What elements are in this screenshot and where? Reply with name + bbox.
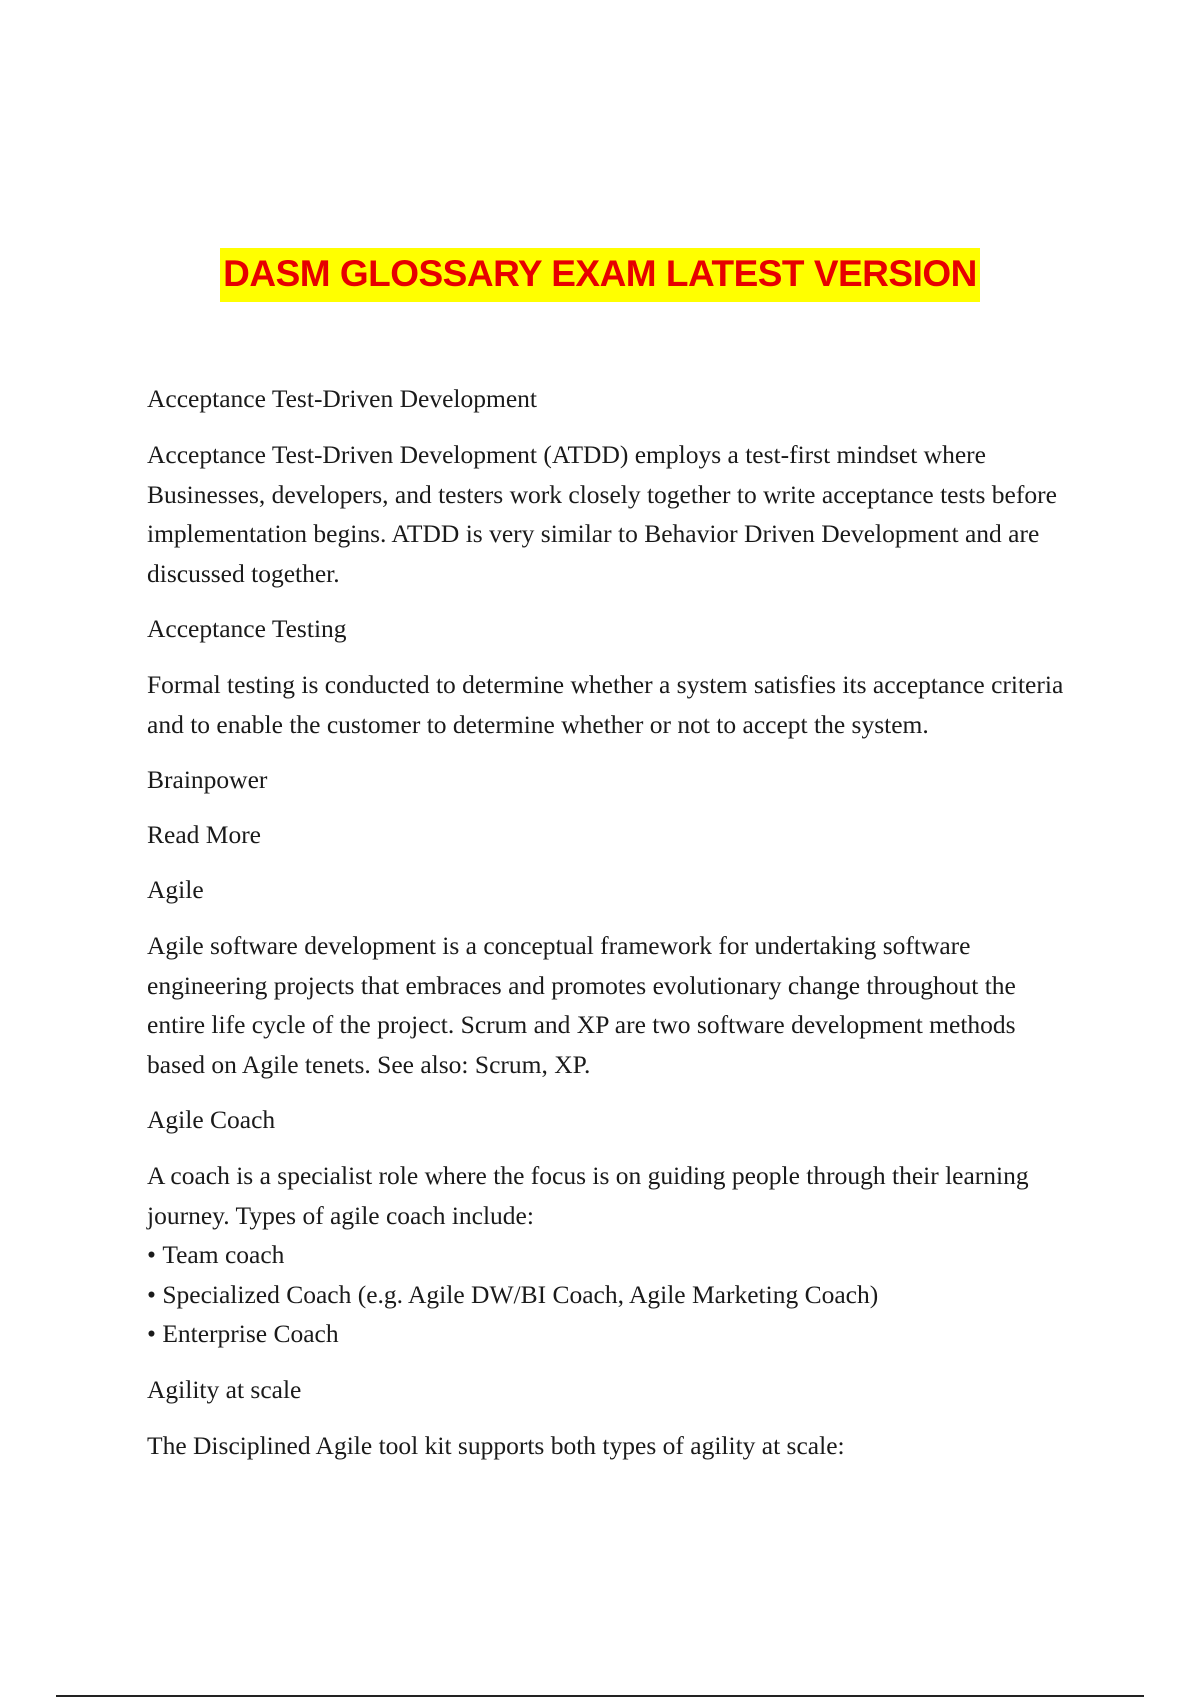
definition-text: A coach is a specialist role where the focus is on guiding people through their learning journey. Types of agile coach include:: [147, 1161, 1029, 1230]
list-item: • Specialized Coach (e.g. Agile DW/BI Coach, Agile Marketing Coach): [147, 1275, 1077, 1315]
definition-text: Agile software development is a conceptual framework for undertaking software engineering projects that embraces and promotes evolutionary change throughout the entire life cycle of the project. Scrum and XP are two software development methods based on Agile tenets. See also: Scrum, XP.: [147, 931, 1016, 1079]
glossary-definition: [147, 926, 1077, 1084]
definition-text: Formal testing is conducted to determine whether a system satisfies its acceptance criteria and to enable the customer to determine whether or not to accept the system.: [147, 670, 1064, 739]
glossary-definition: [147, 1156, 1077, 1354]
glossary-term: Agile: [147, 875, 204, 904]
glossary-term: Acceptance Testing: [147, 614, 347, 643]
page-bottom-divider: [56, 1695, 1144, 1697]
list-item: • Enterprise Coach: [147, 1314, 1077, 1354]
glossary-term: Agile Coach: [147, 1105, 276, 1134]
glossary-definition: [147, 1426, 1077, 1466]
list-item: • Team coach: [147, 1235, 1077, 1275]
coach-types-list: [147, 1235, 1077, 1354]
read-more-link[interactable]: Read More: [147, 820, 262, 849]
glossary-definition: [147, 665, 1077, 744]
glossary-term: Agility at scale: [147, 1374, 302, 1404]
definition-text: Acceptance Test-Driven Development (ATDD) employs a test-first mindset where Businesses, developers, and testers work closely together to write acceptance tests before implementation begins. ATDD is very similar to Behavior Driven Development and are discussed together.: [147, 440, 1057, 588]
glossary-definition: [147, 435, 1077, 593]
brainpower-label: Brainpower: [147, 765, 268, 794]
glossary-content: [147, 380, 1077, 1482]
glossary-term: Acceptance Test-Driven Development: [147, 384, 537, 413]
title-container: [0, 248, 1200, 302]
definition-text: The Disciplined Agile tool kit supports both types of agility at scale:: [147, 1430, 845, 1460]
document-title: DASM GLOSSARY EXAM LATEST VERSION: [220, 248, 980, 302]
